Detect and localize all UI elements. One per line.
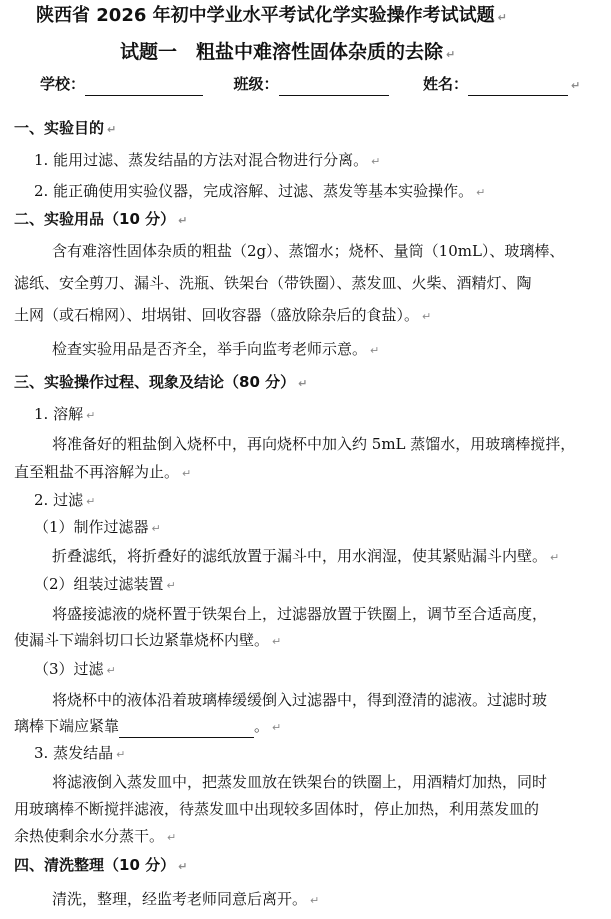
substep1-text: 折叠滤纸，将折叠好的滤纸放置于漏斗中，用水润湿，使其紧贴漏斗内壁。 ↵	[52, 547, 560, 565]
class-label: 班级：	[233, 75, 279, 93]
school-label: 学校：	[40, 75, 86, 93]
exam-title: 陕西省 2026 年初中学业水平考试化学实验操作考试试题 ↵	[36, 5, 507, 26]
question-title: 试题一 粗盐中难溶性固体杂质的去除 ↵	[120, 41, 456, 63]
step2-title: 2. 过滤 ↵	[34, 491, 96, 509]
step3-text: 用玻璃棒不断搅拌滤液，待蒸发皿中出现较多固体时，停止加热，利用蒸发皿的	[14, 800, 540, 818]
cleanup-text: 清洗，整理，经监考老师同意后离开。 ↵	[52, 890, 320, 908]
name-blank[interactable]	[468, 79, 568, 96]
substep1-title: （1）制作过滤器 ↵	[34, 518, 161, 536]
substep2-text: 将盛接滤液的烧杯置于铁架台上，过滤器放置于铁圈上，调节至合适高度，	[52, 605, 548, 623]
section2-heading: 二、实验用品（10 分） ↵	[14, 210, 188, 228]
substep3-text: 璃棒下端应紧靠 。 ↵	[14, 716, 281, 738]
materials-line: 土网（或石棉网）、坩埚钳、回收容器（盛放除杂后的食盐）。 ↵	[14, 306, 432, 324]
materials-check: 检查实验用品是否齐全，举手向监考老师示意。 ↵	[52, 340, 380, 358]
answer-blank[interactable]	[119, 721, 254, 738]
step3-text: 将滤液倒入蒸发皿中，把蒸发皿放在铁架台的铁圈上，用酒精灯加热，同时	[52, 773, 548, 791]
section1-heading: 一、实验目的 ↵	[14, 119, 117, 137]
school-blank[interactable]	[85, 79, 203, 96]
step1-text: 直至粗盐不再溶解为止。 ↵	[14, 463, 192, 481]
substep3-title: （3）过滤 ↵	[34, 660, 116, 678]
objective-item: 2. 能正确使用实验仪器，完成溶解、过滤、蒸发等基本实验操作。 ↵	[34, 182, 486, 200]
substep2-text: 使漏斗下端斜切口长边紧靠烧杯内壁。 ↵	[14, 631, 282, 649]
step1-text: 将准备好的粗盐倒入烧杯中，再向烧杯中加入约 5mL 蒸馏水，用玻璃棒搅拌，	[52, 435, 576, 453]
step3-text: 余热使剩余水分蒸干。 ↵	[14, 827, 177, 845]
substep3-text: 将烧杯中的液体沿着玻璃棒缓缓倒入过滤器中，得到澄清的滤液。过滤时玻	[52, 691, 548, 709]
name-label: 姓名：	[422, 75, 468, 93]
student-info-row: 学校： 班级： 姓名： ↵	[40, 74, 580, 96]
step1-title: 1. 溶解 ↵	[34, 405, 96, 423]
section3-heading: 三、实验操作过程、现象及结论（80 分） ↵	[14, 373, 308, 391]
class-blank[interactable]	[279, 79, 389, 96]
materials-line: 滤纸、安全剪刀、漏斗、洗瓶、铁架台（带铁圈）、蒸发皿、火柴、酒精灯、陶	[14, 274, 532, 292]
section4-heading: 四、清洗整理（10 分） ↵	[14, 856, 188, 874]
materials-line: 含有难溶性固体杂质的粗盐（2g）、蒸馏水；烧杯、量筒（10mL）、玻璃棒、	[52, 242, 565, 260]
step3-title: 3. 蒸发结晶 ↵	[34, 744, 126, 762]
substep2-title: （2）组装过滤装置 ↵	[34, 575, 176, 593]
objective-item: 1. 能用过滤、蒸发结晶的方法对混合物进行分离。 ↵	[34, 151, 381, 169]
